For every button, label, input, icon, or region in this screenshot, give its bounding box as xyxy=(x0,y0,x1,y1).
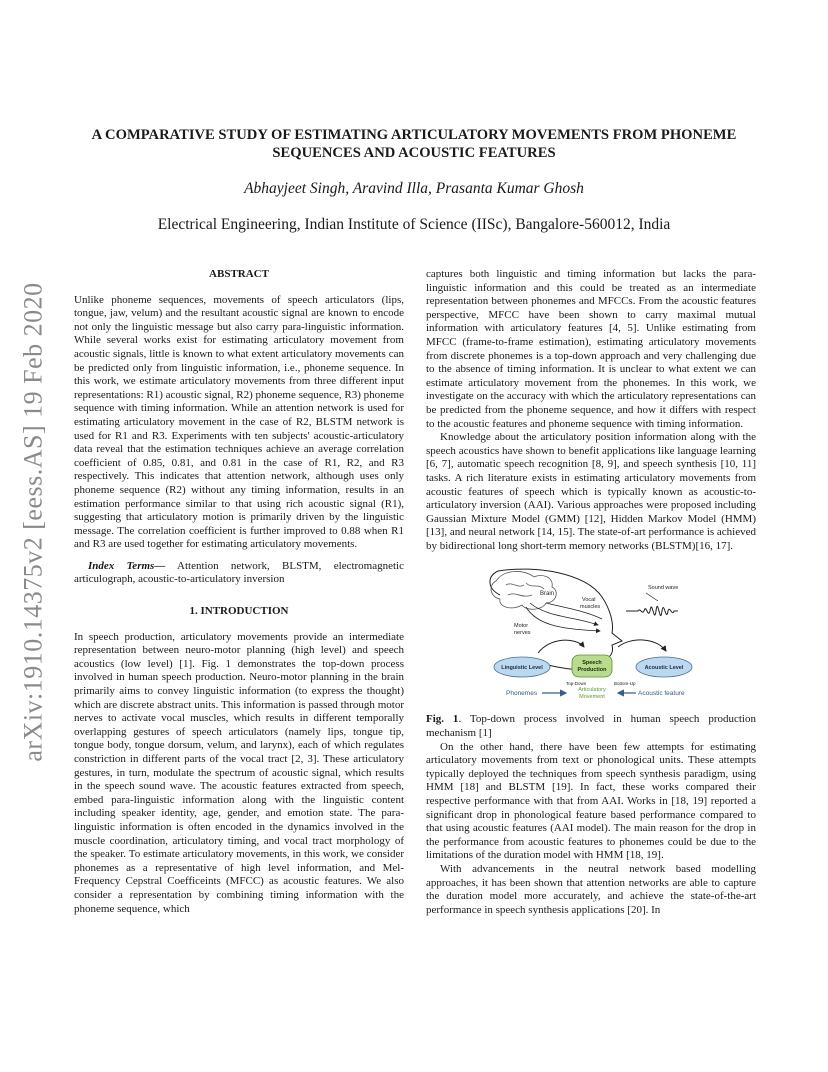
top-down-label: Top-Down xyxy=(566,681,587,687)
linguistic-level-box xyxy=(494,657,550,677)
index-terms xyxy=(74,560,404,587)
arxiv-id-text: arXiv:1910.14375v2 [eess.AS] 19 Feb 2020 xyxy=(19,282,49,762)
intro-paragraph-1: In speech production, articulatory movements provide an intermediate representation between neuro-motor planning (high level) and speech acoustics (low level) [1]. Fig. 1 demonstrates the top-down process involved in human speech production. Neuro-motor planning in the brain primarily aims to convey linguistic information (to express the thought) which are discrete abstract units. This information is passed through motor nerves to activate vocal muscles, which results in different temporally overlapping gestures of speech articulators (namely lips, tongue tip, tongue body, tongue dorsum, velum, and larynx), each of which regulates constriction in different parts of the vocal tract [2, 3]. These articulatory gestures, in turn, modulate the spectrum of acoustic signal, which results in the speech sound wave. The acoustic features extracted from speech, embed para-linguistic information along with the linguistic content including speaker identity, age, gender, and emotion state. The para-linguistic information is often encoded in the dynamics involved in the muscle coordination, articulatory timing, and vocal tract morphology of the speaker. To estimate articulatory movements, in this work, we consider phonemes as a representative of high level information, and Mel-Frequency Cepstral Coefficeints (MFCC) as acoustic features. We also consider a representation by combining timing information with the phoneme sequence, which xyxy=(74,630,404,915)
paper-authors: Abhayjeet Singh, Aravind Illa, Prasanta Kumar Ghosh xyxy=(244,180,584,197)
right-column xyxy=(426,268,756,917)
acoustic-feature-label: Acoustic feature xyxy=(638,690,685,698)
paper-affiliation: Electrical Engineering, Indian Institute of Science (IISc), Bangalore-560012, India xyxy=(157,216,671,233)
intro-paragraph-4: With advancements in the neutral network based modelling approaches, it has been shown that attention networks are able to capture the duration model more accurately, and achieve the state-of-the-art performance in speech synthesis applications [20]. In xyxy=(426,863,756,916)
arxiv-identifier-stamp xyxy=(14,262,54,782)
sound-wave-icon xyxy=(626,607,678,616)
svg-text:Movement: Movement xyxy=(579,694,605,701)
intro-paragraph-3: On the other hand, there have been few attempts for estimating articulatory movements from text or phonological units. These attempts typically deployed the techniques from speech synthesis paradigm, using HMM [18] and BLSTM [19]. In fact, these works compared their respective performance with that from AAI. Works in [18, 19] reported a significant drop in phonological feature based performance compared to that using acoustic features (AAI model). The main reason for the drop in the performance from acoustic features to phonemes could be due to the limitations of the duration model with HMM [18, 19]. xyxy=(426,740,756,862)
brain-label: Brain xyxy=(540,591,555,598)
index-terms-label: Index Terms— xyxy=(88,559,166,572)
index-terms-text: Attention network, BLSTM, electromagnetic articulograph, acoustic-to-articulatory inversion xyxy=(74,559,404,586)
svg-text:Production: Production xyxy=(577,667,607,674)
phonemes-label: Phonemes xyxy=(506,690,538,698)
sound-wave-label: Sound wave xyxy=(648,585,679,592)
figure-1-caption-label: Fig. 1 xyxy=(426,713,459,726)
abstract-heading: ABSTRACT xyxy=(209,268,269,280)
acoustic-level-box xyxy=(636,657,692,677)
left-column xyxy=(74,268,404,916)
bottom-up-label: Bottom-Up xyxy=(614,681,636,687)
svg-text:Linguistic Level: Linguistic Level xyxy=(501,665,543,672)
svg-text:Acoustic Level: Acoustic Level xyxy=(644,665,684,672)
articulatory-movement-label: Articulatory xyxy=(578,687,606,694)
vocal-muscles-label: Vocal xyxy=(582,597,596,604)
figure-1 xyxy=(426,567,756,707)
arrow-speech-to-acoustic xyxy=(618,640,666,651)
svg-text:nerves: nerves xyxy=(514,630,531,637)
svg-text:muscles: muscles xyxy=(580,604,601,611)
speech-production-diagram xyxy=(426,567,756,707)
abstract-text: Unlike phoneme sequences, movements of speech articulators (lips, tongue, jaw, velum) and the resultant acoustic signal are known to encode not only the linguistic message but also carry para-linguistic information. While several works exist for estimating articulatory movement from acoustic signals, little is known to what extent articulatory movements can be predicted only from linguistic information, i.e., phoneme sequence. In this work, we estimate articulatory movements from three different input representations: R1) acoustic signal, R2) phoneme sequence, R3) phoneme sequence with timing information. While an attention network is used for estimating articulatory movement in the case of R2, BLSTM network is used for R1 and R3. Experiments with ten subjects' acoustic-articulatory data reveal that the estimation techniques achieve an average correlation coefficient of 0.85, 0.81, and 0.81 in the case of R1, R2, and R3 respectively. This indicates that attention network, although uses only phoneme sequence (R2) without any timing information, results in an estimation performance similar to that using rich acoustic signal (R1), suggesting that articulatory motion is primarily driven by the linguistic message. The correlation coefficient is further improved to 0.88 when R1 and R3 are used together for estimating articulatory movements. xyxy=(74,293,404,551)
motor-nerves-label: Motor xyxy=(514,623,529,630)
figure-1-caption xyxy=(426,713,756,740)
intro-heading: 1. INTRODUCTION xyxy=(189,605,289,618)
intro-paragraph-1-continued: captures both linguistic and timing information but lacks the para-linguistic information and this could be treated as an intermediate representation between phonemes and MFCCs. From the acoustic features perspective, MFCC have been shown to carry maximal mutual information with articulatory features [4, 5]. Unlike estimating from MFCC (frame-to-frame estimation), estimating articulatory movements from discrete phonemes is a top-down approach and very challenging due to the absence of timing information. It is unclear to what extent we can estimate articulatory movement from the phonemes. In this work, we investigate on the accuracy with which the articulatory representations can be predicted from the phoneme sequence, and how it differs with respect to the acoustic features and phoneme sequence with timing information. xyxy=(426,268,756,430)
paper-title: A COMPARATIVE STUDY OF ESTIMATING ARTICULATORY MOVEMENTS FROM PHONEME SEQUENCES AND ACOUSTIC FEATURES xyxy=(91,127,737,161)
arrow-linguistic-to-speech xyxy=(538,641,584,654)
speech-production-box xyxy=(572,655,612,677)
svg-text:Speech: Speech xyxy=(582,660,602,667)
intro-paragraph-2: Knowledge about the articulatory position information along with the speech acoustics have shown to benefit applications like language learning [6, 7], automatic speech recognition [8, 9], and speech synthesis [10, 11] tasks. A rich literature exists in estimating articulatory movements from acoustic features of speech which is typically known as acoustic-to-articulatory inversion (AAI). Various approaches were proposed including Gaussian Mixture Model (GMM) [12], Hidden Markov Model (HMM) [13], and neural network [14, 15]. The state-of-art performance is achieved by bidirectional long short-term memory networks (BLSTM)[16, 17]. xyxy=(426,431,756,552)
figure-1-caption-text: . Top-down process involved in human speech production mechanism [1] xyxy=(426,713,756,740)
